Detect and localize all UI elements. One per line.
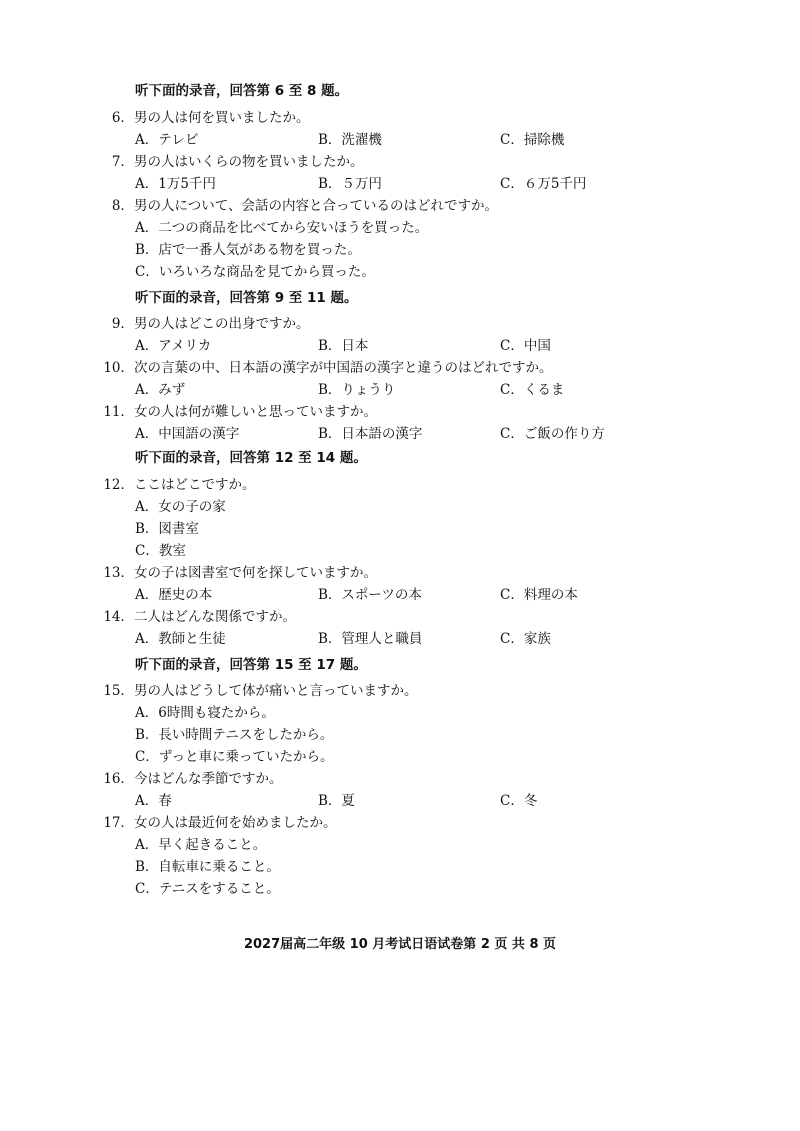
option-a: A．テレビ bbox=[135, 132, 199, 148]
question-14 bbox=[100, 605, 780, 625]
question-17 bbox=[100, 811, 780, 831]
question-number: 10． bbox=[103, 360, 134, 376]
question-8 bbox=[100, 194, 780, 214]
option-c: C．いろいろな商品を見てから買った。 bbox=[135, 264, 375, 280]
question-number: 8． bbox=[111, 198, 134, 214]
question-11 bbox=[100, 400, 780, 420]
question-number: 16． bbox=[103, 771, 134, 787]
question-15 bbox=[100, 679, 780, 699]
option-b: B．夏 bbox=[318, 793, 355, 809]
question-10 bbox=[100, 356, 780, 376]
option-a: A．みず bbox=[135, 382, 186, 398]
option-a: A．中国語の漢字 bbox=[135, 426, 240, 442]
question-13 bbox=[100, 561, 780, 581]
option-a: A．歴史の本 bbox=[135, 587, 213, 603]
option-b: B．５万円 bbox=[318, 176, 382, 192]
question-9 bbox=[100, 312, 780, 332]
question-text: 二人はどんな関係ですか。 bbox=[134, 609, 296, 625]
question-text: 男の人はいくらの物を買いましたか。 bbox=[134, 154, 364, 170]
section-heading: 听下面的录音，回答第 12 至 14 题。 bbox=[135, 450, 367, 466]
question-text: ここはどこですか。 bbox=[134, 477, 256, 493]
question-text: 男の人は何を買いましたか。 bbox=[134, 110, 310, 126]
question-number: 11． bbox=[103, 404, 134, 420]
question-number: 15． bbox=[103, 683, 134, 699]
page-footer: 2027届高二年级 10 月考试日语试卷第 2 页 共 8 页 bbox=[243, 937, 557, 952]
option-b: B．管理人と職員 bbox=[318, 631, 423, 647]
section-heading: 听下面的录音，回答第 9 至 11 题。 bbox=[135, 290, 358, 306]
question-text: 次の言葉の中、日本語の漢字が中国語の漢字と違うのはどれですか。 bbox=[134, 360, 553, 376]
question-number: 6． bbox=[111, 110, 134, 126]
question-number: 12． bbox=[103, 477, 134, 493]
option-c: C．ずっと車に乗っていたから。 bbox=[135, 749, 334, 765]
option-b: B．長い時間テニスをしたから。 bbox=[135, 727, 334, 743]
option-c: C．家族 bbox=[500, 631, 551, 647]
option-c: C．ご飯の作り方 bbox=[500, 426, 605, 442]
option-a: A．1万5千円 bbox=[135, 176, 216, 192]
option-a: A．6時間も寝たから。 bbox=[135, 705, 275, 721]
question-number: 13． bbox=[103, 565, 134, 581]
option-b: B．図書室 bbox=[135, 521, 199, 537]
option-b: B．日本 bbox=[318, 338, 369, 354]
question-text: 女の人は何が難しいと思っていますか。 bbox=[134, 404, 377, 420]
question-text: 女の子は図書室で何を探していますか。 bbox=[134, 565, 377, 581]
option-b: B．自転車に乗ること。 bbox=[135, 859, 280, 875]
option-c: C．冬 bbox=[500, 793, 538, 809]
option-a: A．女の子の家 bbox=[135, 499, 226, 515]
option-c: C．中国 bbox=[500, 338, 551, 354]
question-number: 17． bbox=[103, 815, 134, 831]
option-a: A．教師と生徒 bbox=[135, 631, 226, 647]
option-c: C．テニスをすること。 bbox=[135, 881, 280, 897]
option-c: C．教室 bbox=[135, 543, 186, 559]
option-c: C．料理の本 bbox=[500, 587, 578, 603]
option-b: B．店で一番人気がある物を買った。 bbox=[135, 242, 361, 258]
option-b: B．スポーツの本 bbox=[318, 587, 422, 603]
option-a: A．二つの商品を比べてから安いほうを買った。 bbox=[135, 220, 429, 236]
option-b: B．洗濯機 bbox=[318, 132, 382, 148]
option-a: A．アメリカ bbox=[135, 338, 212, 354]
question-text: 男の人はどうして体が痛いと言っていますか。 bbox=[134, 683, 418, 699]
option-b: B．日本語の漢字 bbox=[318, 426, 423, 442]
question-6 bbox=[100, 106, 780, 126]
question-number: 14． bbox=[103, 609, 134, 625]
section-heading: 听下面的录音，回答第 6 至 8 题。 bbox=[135, 83, 349, 99]
option-b: B．りょうり bbox=[318, 382, 396, 398]
option-c: C．掃除機 bbox=[500, 132, 565, 148]
option-a: A．早く起きること。 bbox=[135, 837, 267, 853]
question-text: 今はどんな季節ですか。 bbox=[134, 771, 283, 787]
question-text: 女の人は最近何を始めましたか。 bbox=[134, 815, 337, 831]
option-c: C．６万5千円 bbox=[500, 176, 587, 192]
option-a: A．春 bbox=[135, 793, 172, 809]
question-text: 男の人はどこの出身ですか。 bbox=[134, 316, 310, 332]
question-16 bbox=[100, 767, 780, 787]
question-12 bbox=[100, 473, 780, 493]
option-c: C．くるま bbox=[500, 382, 565, 398]
question-number: 7． bbox=[111, 154, 134, 170]
question-7 bbox=[100, 150, 780, 170]
question-number: 9． bbox=[111, 316, 134, 332]
section-heading: 听下面的录音，回答第 15 至 17 题。 bbox=[135, 657, 367, 673]
question-text: 男の人について、会話の内容と合っているのはどれですか。 bbox=[134, 198, 498, 214]
